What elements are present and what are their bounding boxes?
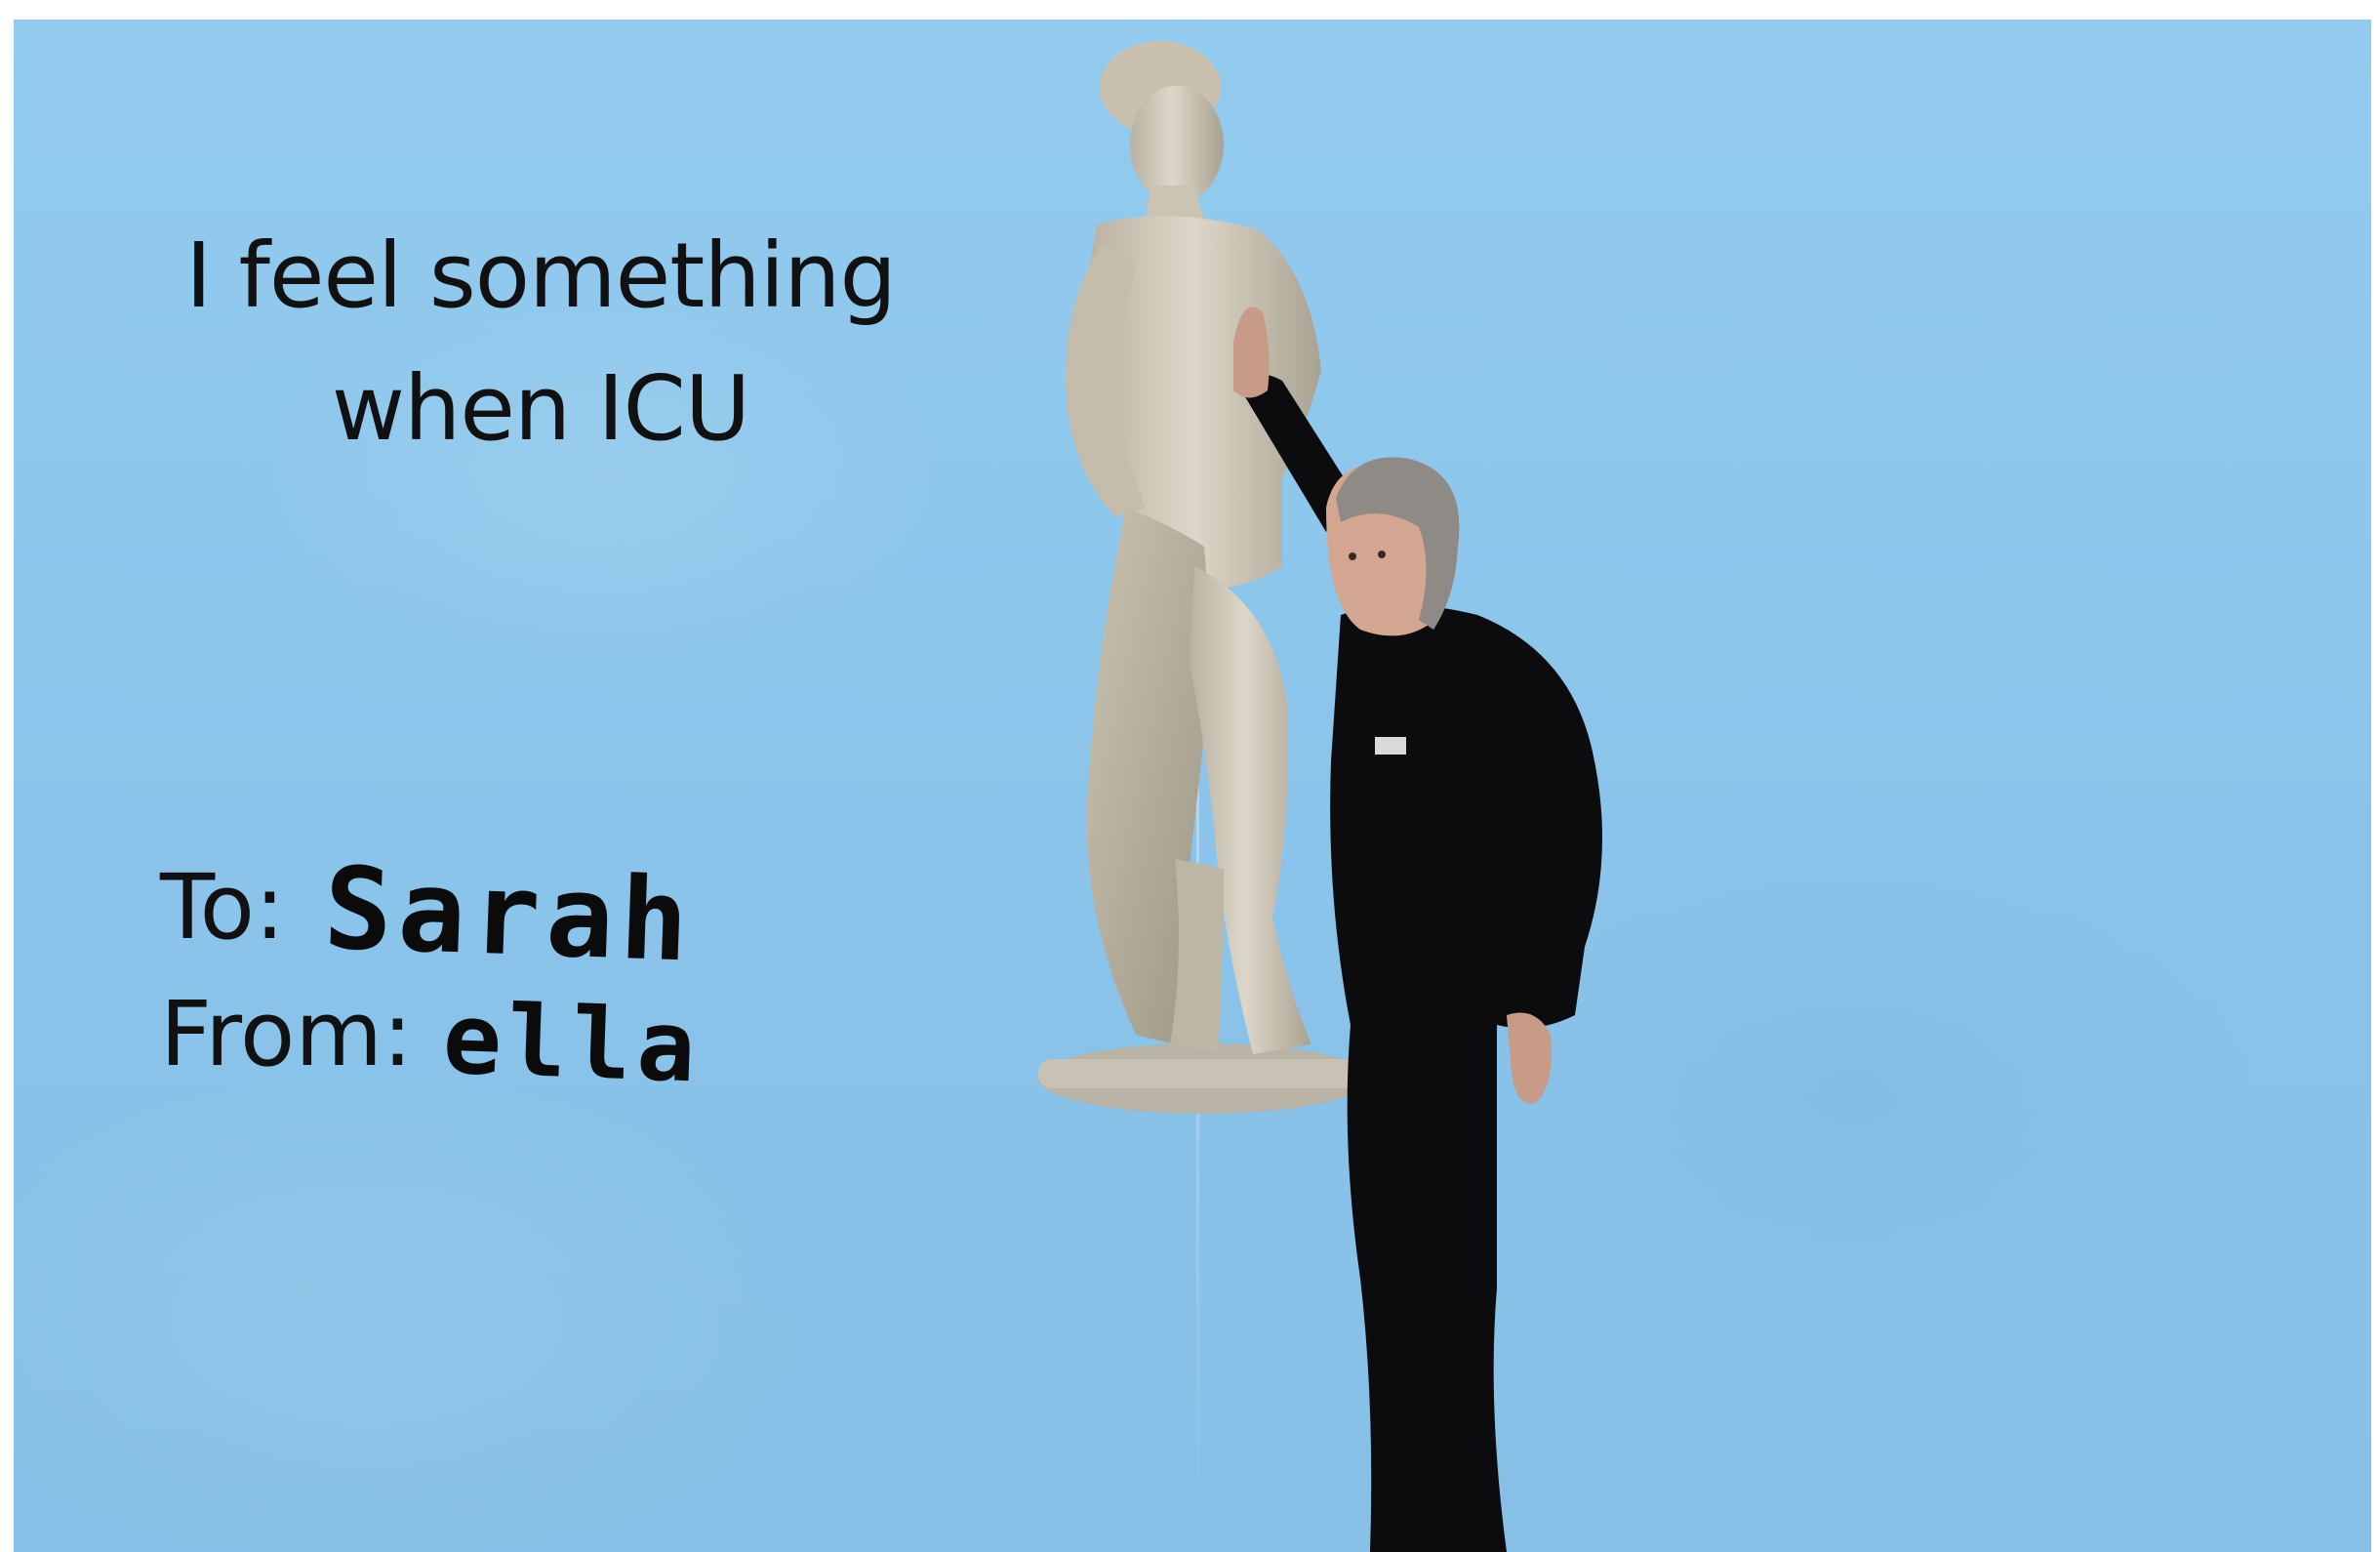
illustration <box>14 20 2371 1552</box>
valentine-card <box>14 20 2371 1552</box>
from-label: From: <box>160 982 413 1086</box>
headline-line-1: I feel something <box>185 224 896 328</box>
to-label: To: <box>160 855 285 960</box>
from-name-handwritten: ella <box>441 981 704 1105</box>
statue-figure <box>1038 41 1370 1114</box>
person-figure <box>1233 306 1602 1552</box>
person-left-hand <box>1507 1013 1552 1104</box>
person-body <box>1330 605 1602 1552</box>
to-name-handwritten: Sarah <box>321 842 697 988</box>
statue-base-top <box>1038 1059 1370 1088</box>
shirt-logo <box>1375 737 1406 755</box>
headline-line-2: when ICU <box>331 356 750 461</box>
